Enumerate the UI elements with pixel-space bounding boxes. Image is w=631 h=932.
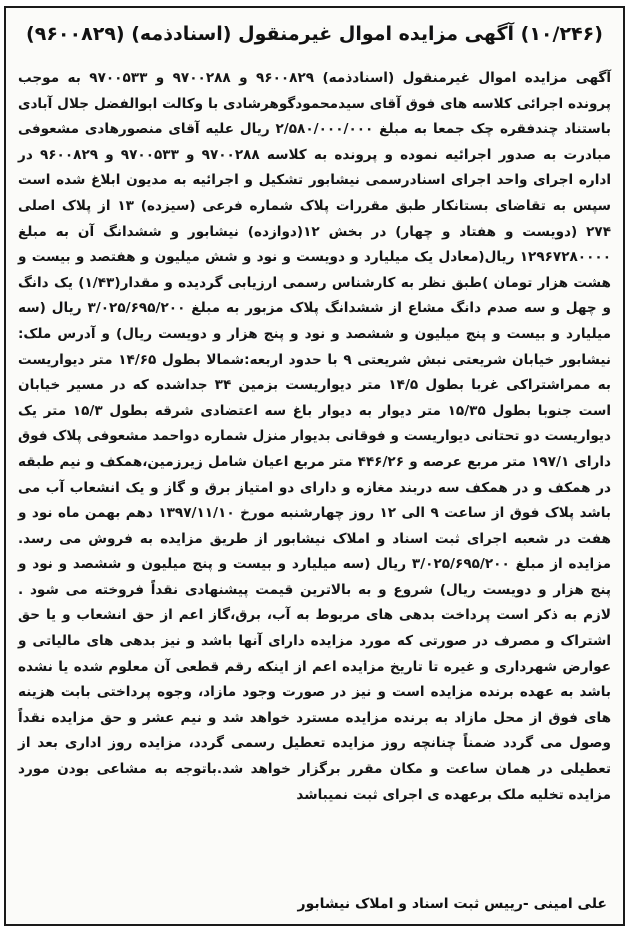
notice-body [18, 66, 611, 808]
notice-signature: علی امینی -رییس ثبت اسناد و املاک نیشابور [297, 896, 607, 912]
notice-body-paragraph: آگهی مزایده اموال غیرمنقول (اسنادذمه) ۹۶۰۰۸۲۹ و ۹۷۰۰۲۸۸ و ۹۷۰۰۵۳۳ به موجب پرونده اجرائی کلاسه های فوق آقای سیدمحمودگوهرشادی با وکالت ابوالفضل جلال آبادی باستناد چندفقره چک جمعا به مبلغ ۲/۵۸۰/۰۰۰/۰۰۰ ریال علیه آقای منصورهادی مشعوفی مبادرت به صدور اجرائیه نموده و پرونده به کلاسه ۹۷۰۰۲۸۸ و ۹۷۰۰۵۳۳ و ۹۶۰۰۸۲۹ در اداره اجرای واحد اجرای اسنادرسمی نیشابور تشکیل و اجرائیه به مدیون ابلاغ شده است سپس به تقاضای بستانکار طبق مقررات پلاک شماره فرعی (سیزده) ۱۳ از پلاک اصلی ۲۷۴ (دویست و هفتاد و چهار) در بخش ۱۲(دوازده) نیشابور و ششدانگ آن به مبلغ ۱۲۹۶۷۲۸۰۰۰۰ ریال(معادل یک میلیارد و دویست و نود و شش میلیون و هفتصد و بیست و هشت هزار تومان )طبق نظر به کارشناس رسمی ارزیابی گردیده و مقدار(۱/۴۳) یک دانگ و چهل و سه صدم دانگ مشاع از ششدانگ پلاک مزبور به مبلغ ۳/۰۲۵/۶۹۵/۲۰۰ ریال (سه میلیارد و بیست و پنج میلیون و ششصد و نود و پنج هزار و دویست ریال) و آدرس ملک: نیشابور خیابان شریعتی نبش شریعتی ۹ با حدود اربعه:شمالا بطول ۱۴/۶۵ متر دیواریست به ممراشتراکی غربا بطول ۱۴/۵ متر دیواریست بزمین ۳۴ جداشده که در مسیر خیابان است جنوبا بطول ۱۵/۳۵ متر دیوار به دیوار باغ سه اعتضادی شرقه بطول ۱۵/۳ متر یک دیواریست دو تحتانی دیواریست و فوقانی بدیوار منزل شماره دواحمد مشعوفی پلاک فوق دارای ۱۹۷/۱ متر مربع عرصه و ۴۴۶/۲۶ متر مربع اعیان شامل زیرزمین،همکف و نیم طبقه در همکف و در همکف سه دربند مغازه و دارای دو امتیاز برق و گاز و یک انشعاب آب می باشد پلاک فوق از ساعت ۹ الی ۱۲ روز چهارشنبه مورخ ۱۳۹۷/۱۱/۱۰ دهم بهمن ماه نود و هفت در شعبه اجرای ثبت اسناد و املاک نیشابور از طریق مزایده به فروش می رسد. مزایده از مبلغ ۳/۰۲۵/۶۹۵/۲۰۰ ریال (سه میلیارد و بیست و پنج میلیون و ششصد و نود و پنج هزار و دویست ریال) شروع و به بالاترین قیمت پیشنهادی نقداً فروخته می شود . لازم به ذکر است پرداخت بدهی های مربوط به آب، برق،گاز اعم از حق انشعاب و یا حق اشتراک و مصرف در صورتی که مورد مزایده دارای آنها باشد و نیز بدهی های مالیاتی و عوارض شهرداری و غیره تا تاریخ مزایده اعم از اینکه رقم قطعی آن معلوم شده یا نشده باشد به عهده برنده مزایده است و نیز در صورت وجود مازاد، وجوه پرداختی بابت هزینه های فوق از محل مازاد به برنده مزایده مسترد خواهد شد و نیم عشر و حق مزایده نقداً وصول می گردد ضمناً چنانچه روز مزایده تعطیل رسمی گردد، مزایده روز اداری بعد از تعطیلی در همان ساعت و مکان مقرر برگزار خواهد شد.باتوجه به مشاعی بودن مورد مزایده تخلیه ملک برعهده ی اجرای ثبت نمیباشد [18, 70, 612, 803]
notice-title: (۱۰/۲۴۶) آگهی مزایده اموال غیرمنقول (اسنادذمه) (۹۶۰۰۸۲۹) [26, 23, 603, 45]
notice-frame [4, 6, 625, 926]
